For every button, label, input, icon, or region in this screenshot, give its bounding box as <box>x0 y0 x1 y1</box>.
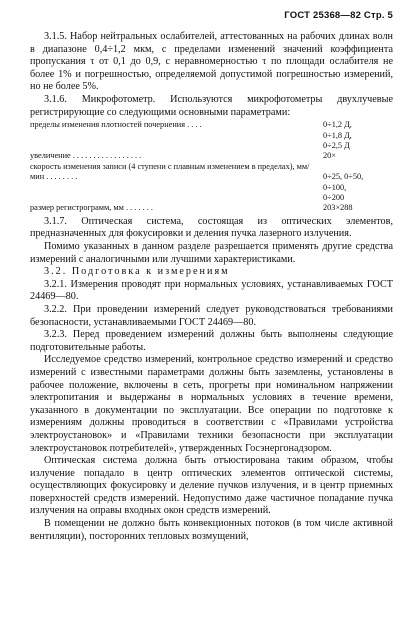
paragraph-preparation: Исследуемое средство измерений, контрольное средство измерений и средство измерений с известными параметрами должны быть заземлены, установлены в рабочее положение, включены в сеть, прогреты при номинальном напряжении электропитания и выдержаны в нормальных условиях в течение времени, указанного в документации по эксплуатации. Все операции по подготовке к измерениям должны проводиться в соответствии с «Правилами устройства электроустановок» и «Правилами техники безопасности при эксплуатации электроустановок потребителей», утвержденных Госэнергонадзором. <box>30 354 393 454</box>
parameter-value: 203×288 <box>323 203 353 213</box>
value-line: 0÷200 <box>323 193 345 202</box>
parameter-value: 20× <box>323 151 336 161</box>
parameter-row <box>30 120 393 151</box>
paragraph-3-2-1: 3.2.1. Измерения проводят при нормальных условиях, устанавливаемых ГОСТ 24469—80. <box>30 278 393 303</box>
parameter-list <box>30 120 393 214</box>
paragraph-room-conditions: В помещении не должно быть конвекционных потоков (в том числе активной вентиляции), посторонних тепловых возмущений, <box>30 518 393 542</box>
paragraph-3-1-7: 3.1.7. Оптическая система, состоящая из оптических элементов, предназначенных для фокусировки и деления пучка лазерного излучения. <box>30 215 393 240</box>
parameter-row <box>30 151 393 161</box>
paragraph-additional-means: Помимо указанных в данном разделе разрешается применять другие средства измерений с аналогичными или лучшими характеристиками. <box>30 241 393 265</box>
value-line: 0÷1,8 Д, <box>323 130 352 140</box>
paragraph-3-2-3: 3.2.3. Перед проведением измерений должны быть выполнены следующие подготовительные работы. <box>30 329 393 353</box>
section-title: 3.2. Подготовка к измерениям <box>44 266 230 278</box>
paragraph-3-2-2: 3.2.2. При проведении измерений следует руководствоваться требованиями безопасности, устанавливаемыми ГОСТ 24469—80. <box>30 303 393 328</box>
paragraph-3-1-6: 3.1.6. Микрофотометр. Используются микрофотометры двухлучевые регистрирующие со следующими основными параметрами: <box>30 93 393 118</box>
parameter-value <box>323 162 393 204</box>
paragraph-3-1-5: 3.1.5. Набор нейтральных ослабителей, аттестованных на рабочих длинах волн в диапазоне 0,4÷1,2 мкм, с пределами изменений значений коэффициента пропускания τ от 0,1 до 0,9, с неравномерностью τ по площади ослабителя не более 1% и погрешностью, определяемой допустимой погрешностью измерений, но не более 5%. <box>30 31 393 93</box>
parameter-label: размер регистрограмм, мм . . . . . . . <box>30 203 153 213</box>
parameter-row <box>30 203 393 213</box>
value-line: 0÷2,5 Д <box>323 140 350 150</box>
value-line: 0÷100, <box>323 182 347 192</box>
value-line: 0÷1,2 Д, <box>323 120 352 130</box>
value-line: 0÷25, 0÷50, <box>323 172 364 182</box>
parameter-label: увеличение . . . . . . . . . . . . . . . . . <box>30 151 142 161</box>
parameter-label: скорость изменения записи (4 ступени с плавным изменением в пределах), мм/мин . . . . . . . . <box>30 161 310 182</box>
parameter-value <box>323 120 393 151</box>
parameter-row <box>30 162 393 204</box>
page-header: ГОСТ 25368—82 Стр. 5 <box>284 10 393 21</box>
paragraph-optical-alignment: Оптическая система должна быть отъюстирована таким образом, чтобы излучение попадало в центр оптических элементов оптической системы, осуществляющих фокусировку и деление пучков излучения, и в центр приемных поверхностей средств измерений. Недопустимо даже частичное попадание пучка излучения на оправы входных окон средств измерений. <box>30 455 393 517</box>
parameter-label: пределы изменения плотностей почернения . . . . <box>30 120 202 130</box>
